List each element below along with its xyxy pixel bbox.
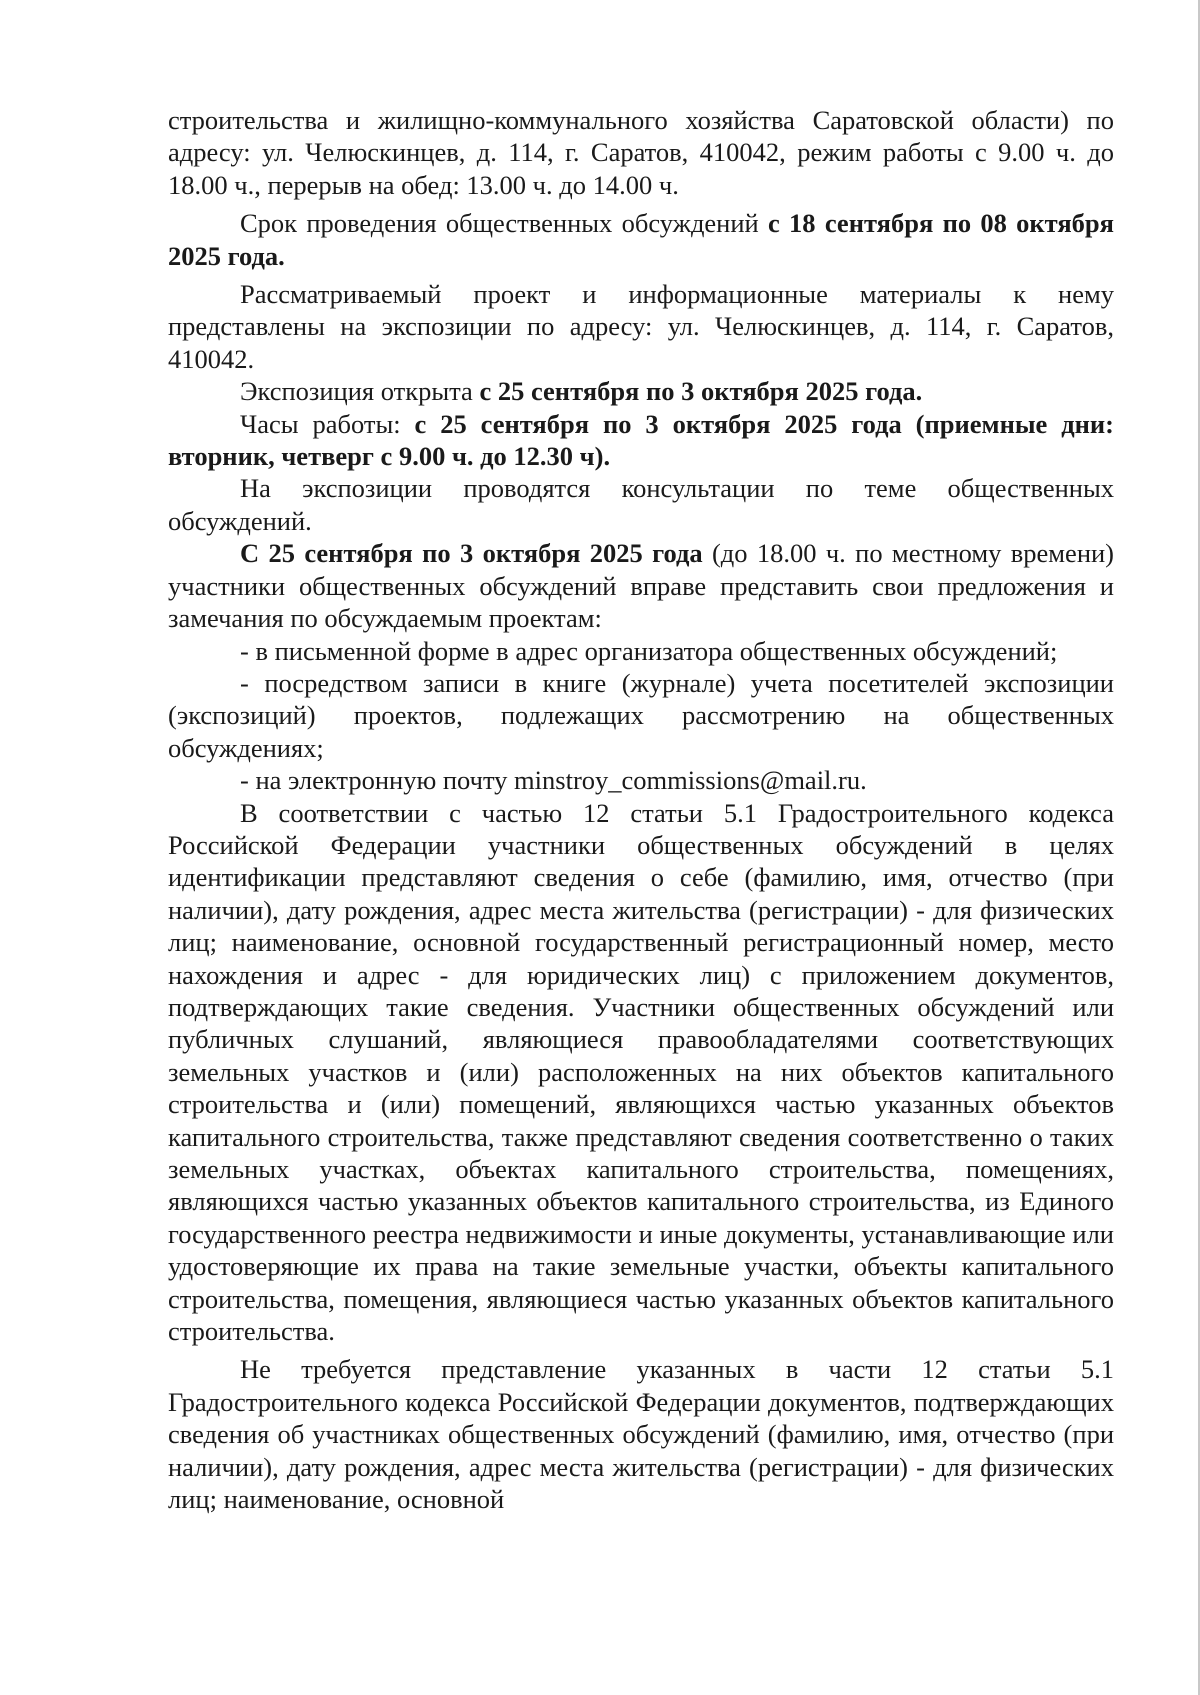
paragraph-organizer-address: строительства и жилищно-коммунального хозяйства Саратовской области) по адресу: ул. Челюскинцев, д. 114, г. Саратов, 410042, режим работы с 9.00 ч. до 18.00 ч., перерыв на обед: 13.00 ч. до 14.00 ч. [168, 105, 1114, 200]
discussion-period-label: Срок проведения общественных обсуждений [240, 208, 769, 239]
paragraph-not-required: Не требуется представление указанных в части 12 статьи 5.1 Градостроительного кодекса Российской Федерации документов, подтверждающих сведения об участниках общественных обсуждений (фамилию, имя, отчество (при наличии), дату рождения, адрес места жительства (регистрации) - для физических лиц; наименование, основной [168, 1354, 1114, 1515]
discussion-period-dates: с 18 сентября по 08 октября 2025 года. [168, 208, 1114, 271]
paragraph-submission-period [168, 537, 1114, 634]
paragraph-exposition-open [168, 375, 1114, 407]
paragraph-discussion-period [168, 207, 1114, 272]
exposition-open-dates: с 25 сентября по 3 октября 2025 года. [479, 376, 923, 407]
paragraph-consultations: На экспозиции проводятся консультации по теме общественных обсуждений. [168, 473, 1114, 536]
exposition-open-label: Экспозиция открыта [240, 376, 480, 407]
submission-period-dates: С 25 сентября по 3 октября 2025 года [240, 538, 703, 569]
paragraph-working-hours [168, 408, 1114, 473]
paragraph-identification: В соответствии с частью 12 статьи 5.1 Градостроительного кодекса Российской Федерации участники общественных обсуждений в целях идентификации представляют сведения о себе (фамилию, имя, отчество (при наличии), дату рождения, адрес места жительства (регистрации) - для физических лиц; наименование, основной государственный регистрационный номер, место нахождения и адрес - для юридических лиц) с приложением документов, подтверждающих такие сведения. Участники общественных обсуждений или публичных слушаний, являющиеся правообладателями соответствующих земельных участков и (или) расположенных на них объектов капитального строительства и (или) помещений, являющихся частью указанных объектов капитального строительства, также представляют сведения соответственно о таких земельных участках, объектах капитального строительства, помещениях, являющихся частью указанных объектов капитального строительства, из Единого государственного реестра недвижимости и иные документы, устанавливающие или удостоверяющие их права на такие земельные участки, объекты капитального строительства, помещения, являющиеся частью указанных объектов капитального строительства. [168, 797, 1114, 1347]
document-body [168, 104, 1114, 1515]
list-item-written-form: - в письменной форме в адрес организатора общественных обсуждений; [240, 635, 1058, 666]
submission-period-text: (до 18.00 ч. по местному времени) участники общественных обсуждений вправе представить свои предложения и замечания по обсуждаемым проектам: [168, 538, 1115, 634]
working-hours-dates: с 25 сентября по 3 октября 2025 года (приемные дни: вторник, четверг с 9.00 ч. до 12.30 ч). [168, 408, 1114, 472]
list-item-visitor-book: - посредством записи в книге (журнале) учета посетителей экспозиции (экспозиций) проектов, подлежащих рассмотрению на общественных обсуждениях; [168, 667, 1114, 763]
working-hours-label: Часы работы: [240, 408, 415, 439]
paragraph-project-materials: Рассматриваемый проект и информационные материалы к нему представлены на экспозиции по адресу: ул. Челюскинцев, д. 114, г. Саратов, 410042. [168, 279, 1114, 374]
list-item-email: - на электронную почту minstroy_commissions@mail.ru. [240, 765, 867, 796]
